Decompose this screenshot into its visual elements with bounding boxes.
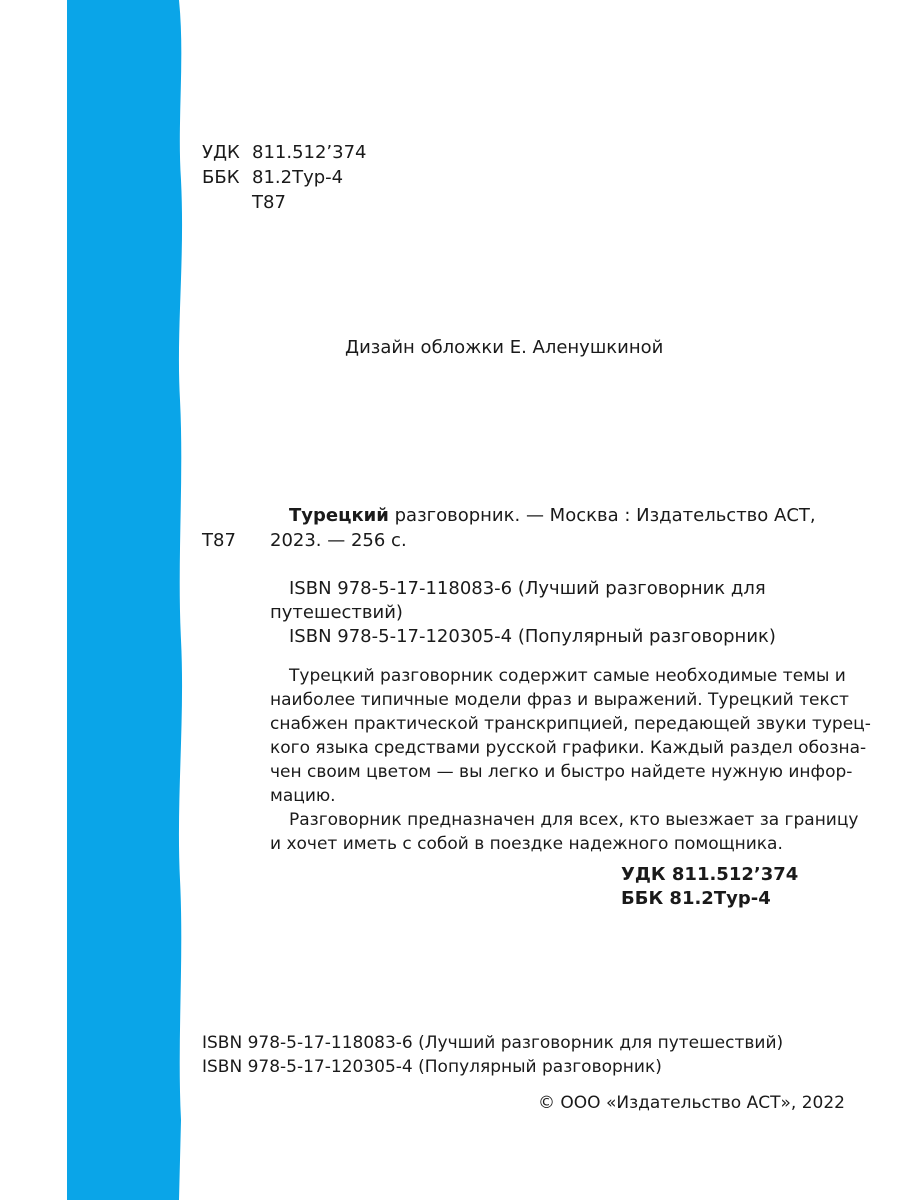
design-credit: Дизайн обложки Е. Аленушкиной xyxy=(345,337,664,358)
bbk-line xyxy=(202,167,343,188)
biblio-isbn1-line2: путешествий) xyxy=(270,602,403,623)
annotation-p1-line2: наиболее типичные модели фраз и выражений. Турецкий текст xyxy=(270,690,849,710)
index-udk: УДК 811.512’374 xyxy=(621,864,799,885)
udk-line xyxy=(202,142,367,163)
annotation-p1-line3: снабжен практической транскрипцией, передающей звуки турец- xyxy=(270,714,871,734)
biblio-line-1 xyxy=(289,505,816,526)
annotation-p2-line2: и хочет иметь с собой в поездке надежного помощника. xyxy=(270,834,783,854)
udk-value: 811.512’374 xyxy=(252,142,367,163)
footer-isbn2: ISBN 978-5-17-120305-4 (Популярный разговорник) xyxy=(202,1057,662,1077)
annotation-p1-line4: кого языка средствами русской графики. Каждый раздел обозна- xyxy=(270,738,867,758)
annotation-p1-line6: мацию. xyxy=(270,786,336,806)
biblio-mark: Т87 xyxy=(202,530,236,551)
cover-edge-stripe xyxy=(67,0,175,1200)
footer-isbn1: ISBN 978-5-17-118083-6 (Лучший разговорник для путешествий) xyxy=(202,1033,784,1053)
annotation-p2-line1: Разговорник предназначен для всех, кто выезжает за границу xyxy=(289,810,859,830)
biblio-isbn1-line1: ISBN 978-5-17-118083-6 (Лучший разговорник для xyxy=(289,578,766,599)
annotation-p1-line1: Турецкий разговорник содержит самые необходимые темы и xyxy=(289,666,846,686)
author-mark: Т87 xyxy=(252,192,286,213)
biblio-line-2: 2023. — 256 с. xyxy=(270,530,407,551)
index-bbk: ББК 81.2Тур-4 xyxy=(621,888,771,909)
biblio-isbn2: ISBN 978-5-17-120305-4 (Популярный разговорник) xyxy=(289,626,776,647)
udk-label: УДК xyxy=(202,142,240,163)
biblio-title-bold: Турецкий xyxy=(289,505,389,526)
bbk-label: ББК xyxy=(202,167,240,188)
bbk-value: 81.2Тур-4 xyxy=(252,167,344,188)
annotation-p1-line5: чен своим цветом — вы легко и быстро найдете нужную инфор- xyxy=(270,762,853,782)
biblio-line-1-rest: разговорник. — Москва : Издательство АСТ, xyxy=(388,505,816,526)
footer-copyright: © ООО «Издательство АСТ», 2022 xyxy=(538,1093,845,1113)
cover-edge-wave xyxy=(175,0,193,1200)
